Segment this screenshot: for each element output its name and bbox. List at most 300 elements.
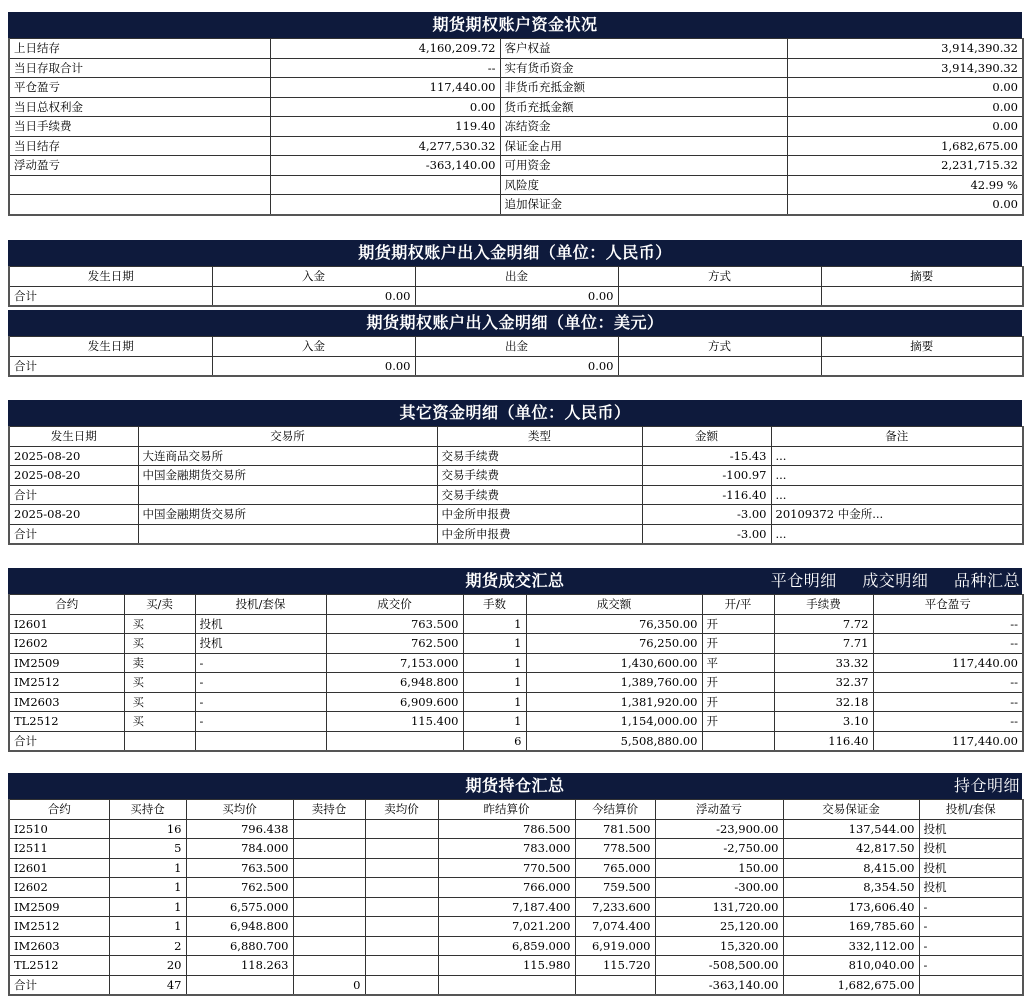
usd-flow-title: 期货期权账户出入金明细（单位：美元） <box>8 310 1022 336</box>
account-value: 0.00 <box>787 195 1023 215</box>
account-summary-title: 期货期权账户资金状况 <box>8 12 1022 38</box>
product-summary-link[interactable]: 品种汇总 <box>953 571 1020 590</box>
table-cell: IM2603 <box>9 936 109 956</box>
account-label: 客户权益 <box>500 39 787 59</box>
table-cell: 25,120.00 <box>655 917 783 937</box>
account-value: 4,160,209.72 <box>270 39 500 59</box>
table-cell: 6,909.600 <box>326 692 463 712</box>
empty-cell <box>821 286 1023 306</box>
table-cell: 76,350.00 <box>526 614 702 634</box>
table-cell: -3.00 <box>642 524 771 544</box>
table-cell <box>365 878 438 898</box>
col-header: 发生日期 <box>9 337 212 357</box>
table-cell: 778.500 <box>575 839 655 859</box>
table-cell <box>293 936 365 956</box>
account-value: 0.00 <box>787 117 1023 137</box>
usd-flow-table <box>8 336 1024 377</box>
positions-table <box>8 799 1024 996</box>
account-value: 0.00 <box>270 97 500 117</box>
table-cell: 6,575.000 <box>186 897 293 917</box>
table-cell: 交易手续费 <box>437 466 642 486</box>
account-label: 当日手续费 <box>9 117 270 137</box>
account-label: 平仓盈亏 <box>9 78 270 98</box>
table-cell: -100.97 <box>642 466 771 486</box>
total-cell: 6 <box>463 731 526 751</box>
table-cell: 766.000 <box>438 878 575 898</box>
table-cell: 1,430,600.00 <box>526 653 702 673</box>
table-cell: 1 <box>109 878 186 898</box>
table-cell: 平 <box>702 653 774 673</box>
account-label: 实有货币资金 <box>500 58 787 78</box>
col-header: 平仓盈亏 <box>873 595 1023 615</box>
table-cell: 7,153.000 <box>326 653 463 673</box>
table-cell: IM2512 <box>9 917 109 937</box>
col-header: 开/平 <box>702 595 774 615</box>
trades-section <box>8 568 1022 752</box>
table-cell: 7,233.600 <box>575 897 655 917</box>
account-value: 4,277,530.32 <box>270 136 500 156</box>
empty-cell <box>821 356 1023 376</box>
table-cell: 投机 <box>919 839 1023 859</box>
account-value: -363,140.00 <box>270 156 500 176</box>
table-cell: 7,074.400 <box>575 917 655 937</box>
table-cell: 投机 <box>195 634 326 654</box>
account-label: 冻结资金 <box>500 117 787 137</box>
usd-flow-section <box>8 310 1022 377</box>
table-cell: 796.438 <box>186 819 293 839</box>
cny-flow-table <box>8 266 1024 307</box>
table-cell <box>293 858 365 878</box>
col-header: 摘要 <box>821 337 1023 357</box>
table-cell: 332,112.00 <box>783 936 919 956</box>
total-label: 合计 <box>9 356 212 376</box>
col-header: 交易所 <box>138 427 437 447</box>
account-row <box>9 195 1023 215</box>
account-value: 1,682,675.00 <box>787 136 1023 156</box>
table-cell: 合计 <box>9 485 138 505</box>
col-header: 金额 <box>642 427 771 447</box>
col-header: 合约 <box>9 595 124 615</box>
table-row <box>9 917 1023 937</box>
table-cell: 投机 <box>195 614 326 634</box>
total-row <box>9 356 1023 376</box>
total-cell <box>438 975 575 995</box>
account-label: 风险度 <box>500 175 787 195</box>
table-cell: 开 <box>702 692 774 712</box>
table-cell: 1 <box>109 858 186 878</box>
table-cell: 32.37 <box>774 673 873 693</box>
total-cell <box>702 731 774 751</box>
table-row <box>9 956 1023 976</box>
col-header: 今结算价 <box>575 800 655 820</box>
account-value: 0.00 <box>787 97 1023 117</box>
col-header: 投机/套保 <box>195 595 326 615</box>
table-cell: IM2512 <box>9 673 124 693</box>
account-value: 2,231,715.32 <box>787 156 1023 176</box>
table-cell: 买 <box>124 712 195 732</box>
trades-title: 期货成交汇总 <box>465 571 565 590</box>
table-cell: 7.71 <box>774 634 873 654</box>
total-in: 0.00 <box>212 356 415 376</box>
total-cell: 5,508,880.00 <box>526 731 702 751</box>
account-label: 货币充抵金额 <box>500 97 787 117</box>
table-cell: 115.980 <box>438 956 575 976</box>
table-cell <box>293 956 365 976</box>
table-cell: 763.500 <box>186 858 293 878</box>
table-cell <box>365 897 438 917</box>
total-cell <box>326 731 463 751</box>
table-cell: 1 <box>109 897 186 917</box>
table-cell: I2510 <box>9 819 109 839</box>
table-cell: 1,381,920.00 <box>526 692 702 712</box>
table-cell: 33.32 <box>774 653 873 673</box>
total-in: 0.00 <box>212 286 415 306</box>
table-cell: 32.18 <box>774 692 873 712</box>
table-cell: 8,415.00 <box>783 858 919 878</box>
account-label: 可用资金 <box>500 156 787 176</box>
col-header: 出金 <box>415 267 618 287</box>
table-cell: 76,250.00 <box>526 634 702 654</box>
table-row <box>9 897 1023 917</box>
account-label: 保证金占用 <box>500 136 787 156</box>
table-cell: 131,720.00 <box>655 897 783 917</box>
table-cell: 6,948.800 <box>326 673 463 693</box>
col-header: 发生日期 <box>9 427 138 447</box>
close-detail-link[interactable]: 平仓明细 <box>770 571 837 590</box>
table-row <box>9 634 1023 654</box>
table-cell: ... <box>771 446 1023 466</box>
total-cell: 1,682,675.00 <box>783 975 919 995</box>
total-cell: -363,140.00 <box>655 975 783 995</box>
table-cell: 7,021.200 <box>438 917 575 937</box>
table-cell: 118.263 <box>186 956 293 976</box>
table-cell: 7,187.400 <box>438 897 575 917</box>
table-cell: 786.500 <box>438 819 575 839</box>
position-detail-link[interactable]: 持仓明细 <box>953 776 1020 795</box>
total-cell <box>195 731 326 751</box>
table-cell: 5 <box>109 839 186 859</box>
account-row <box>9 78 1023 98</box>
table-cell: I2602 <box>9 878 109 898</box>
col-header: 合约 <box>9 800 109 820</box>
table-cell: 42,817.50 <box>783 839 919 859</box>
table-cell: 2025-08-20 <box>9 505 138 525</box>
table-cell <box>365 936 438 956</box>
table-cell: 1 <box>463 653 526 673</box>
total-cell: 47 <box>109 975 186 995</box>
table-cell: 2025-08-20 <box>9 446 138 466</box>
account-label: 当日存取合计 <box>9 58 270 78</box>
table-row <box>9 614 1023 634</box>
table-cell <box>293 897 365 917</box>
table-row <box>9 936 1023 956</box>
account-label: 追加保证金 <box>500 195 787 215</box>
table-cell: 1 <box>463 692 526 712</box>
table-cell: 6,859.000 <box>438 936 575 956</box>
account-value <box>270 175 500 195</box>
table-cell: IM2509 <box>9 653 124 673</box>
table-cell <box>293 819 365 839</box>
total-cell: 116.40 <box>774 731 873 751</box>
total-row <box>9 731 1023 751</box>
table-cell: 169,785.60 <box>783 917 919 937</box>
table-cell <box>138 485 437 505</box>
table-cell: -23,900.00 <box>655 819 783 839</box>
table-cell: 810,040.00 <box>783 956 919 976</box>
total-label: 合计 <box>9 286 212 306</box>
col-header: 摘要 <box>821 267 1023 287</box>
table-cell: -2,750.00 <box>655 839 783 859</box>
account-label: 当日总权利金 <box>9 97 270 117</box>
table-cell: 买 <box>124 673 195 693</box>
table-cell: 6,948.800 <box>186 917 293 937</box>
table-cell: 投机 <box>919 819 1023 839</box>
total-cell: 117,440.00 <box>873 731 1023 751</box>
table-cell: 763.500 <box>326 614 463 634</box>
col-header: 昨结算价 <box>438 800 575 820</box>
col-header: 类型 <box>437 427 642 447</box>
table-row <box>9 878 1023 898</box>
account-label: 非货币充抵金额 <box>500 78 787 98</box>
table-cell: 中金所申报费 <box>437 524 642 544</box>
table-cell: 1 <box>463 712 526 732</box>
account-label: 上日结存 <box>9 39 270 59</box>
table-cell: 8,354.50 <box>783 878 919 898</box>
account-row <box>9 39 1023 59</box>
table-cell: 15,320.00 <box>655 936 783 956</box>
table-cell: 762.500 <box>186 878 293 898</box>
trade-detail-link[interactable]: 成交明细 <box>862 571 929 590</box>
table-cell <box>138 524 437 544</box>
table-cell: 开 <box>702 634 774 654</box>
account-value: -- <box>270 58 500 78</box>
table-cell: 1,154,000.00 <box>526 712 702 732</box>
table-cell: 投机 <box>919 858 1023 878</box>
col-header: 买/卖 <box>124 595 195 615</box>
table-cell: IM2509 <box>9 897 109 917</box>
total-cell <box>186 975 293 995</box>
col-header: 卖均价 <box>365 800 438 820</box>
table-cell: 150.00 <box>655 858 783 878</box>
table-cell: 7.72 <box>774 614 873 634</box>
col-header: 买均价 <box>186 800 293 820</box>
table-cell: 765.000 <box>575 858 655 878</box>
trades-table <box>8 594 1024 752</box>
table-row <box>9 446 1023 466</box>
other-funds-section <box>8 400 1022 545</box>
col-header: 方式 <box>618 337 821 357</box>
table-cell: TL2512 <box>9 956 109 976</box>
col-header: 方式 <box>618 267 821 287</box>
total-cell: 0 <box>293 975 365 995</box>
table-cell <box>293 917 365 937</box>
table-cell: 1,389,760.00 <box>526 673 702 693</box>
table-cell: 卖 <box>124 653 195 673</box>
table-row <box>9 673 1023 693</box>
table-cell <box>365 956 438 976</box>
table-cell: 买 <box>124 634 195 654</box>
total-row <box>9 286 1023 306</box>
table-cell: -508,500.00 <box>655 956 783 976</box>
table-cell: 6,919.000 <box>575 936 655 956</box>
positions-section <box>8 773 1022 996</box>
table-cell: 20109372 中金所... <box>771 505 1023 525</box>
total-row <box>9 975 1023 995</box>
col-header: 备注 <box>771 427 1023 447</box>
table-cell: - <box>195 712 326 732</box>
table-cell: ... <box>771 485 1023 505</box>
table-cell: I2602 <box>9 634 124 654</box>
table-cell: 开 <box>702 712 774 732</box>
account-label <box>9 195 270 215</box>
table-cell: 1 <box>463 614 526 634</box>
table-cell: 开 <box>702 614 774 634</box>
other-funds-table <box>8 426 1024 545</box>
table-cell <box>293 839 365 859</box>
table-cell: -3.00 <box>642 505 771 525</box>
col-header: 手续费 <box>774 595 873 615</box>
account-label <box>9 175 270 195</box>
col-header: 入金 <box>212 337 415 357</box>
col-header: 买持仓 <box>109 800 186 820</box>
table-row <box>9 712 1023 732</box>
table-cell: 173,606.40 <box>783 897 919 917</box>
table-cell: - <box>919 897 1023 917</box>
cny-flow-section <box>8 240 1022 307</box>
account-value: 0.00 <box>787 78 1023 98</box>
account-row <box>9 117 1023 137</box>
table-cell: 1 <box>463 634 526 654</box>
table-row <box>9 653 1023 673</box>
col-header: 卖持仓 <box>293 800 365 820</box>
table-cell <box>365 858 438 878</box>
table-cell: -- <box>873 692 1023 712</box>
table-cell: 115.400 <box>326 712 463 732</box>
table-cell: 770.500 <box>438 858 575 878</box>
total-out: 0.00 <box>415 286 618 306</box>
table-row <box>9 819 1023 839</box>
table-cell: 20 <box>109 956 186 976</box>
table-cell: 大连商品交易所 <box>138 446 437 466</box>
table-cell: -- <box>873 673 1023 693</box>
account-value: 117,440.00 <box>270 78 500 98</box>
table-cell: 2025-08-20 <box>9 466 138 486</box>
table-cell: ... <box>771 466 1023 486</box>
table-cell: 2 <box>109 936 186 956</box>
col-header: 交易保证金 <box>783 800 919 820</box>
table-cell: 开 <box>702 673 774 693</box>
account-label: 浮动盈亏 <box>9 156 270 176</box>
table-row <box>9 505 1023 525</box>
table-cell: 137,544.00 <box>783 819 919 839</box>
table-cell: 投机 <box>919 878 1023 898</box>
table-cell: - <box>919 936 1023 956</box>
table-cell: - <box>919 917 1023 937</box>
col-header: 投机/套保 <box>919 800 1023 820</box>
col-header: 成交额 <box>526 595 702 615</box>
table-cell <box>293 878 365 898</box>
table-cell: 3.10 <box>774 712 873 732</box>
table-cell: -- <box>873 634 1023 654</box>
empty-cell <box>618 356 821 376</box>
table-cell: I2601 <box>9 858 109 878</box>
table-cell: TL2512 <box>9 712 124 732</box>
table-cell: 买 <box>124 692 195 712</box>
positions-title: 期货持仓汇总 <box>465 776 565 795</box>
total-cell <box>575 975 655 995</box>
account-row <box>9 136 1023 156</box>
positions-header <box>8 773 1022 799</box>
col-header: 成交价 <box>326 595 463 615</box>
empty-cell <box>618 286 821 306</box>
total-cell <box>124 731 195 751</box>
table-cell: 中国金融期货交易所 <box>138 505 437 525</box>
table-cell: I2601 <box>9 614 124 634</box>
account-row <box>9 58 1023 78</box>
table-cell: 交易手续费 <box>437 485 642 505</box>
table-cell: - <box>195 692 326 712</box>
table-cell: -- <box>873 614 1023 634</box>
table-cell: -300.00 <box>655 878 783 898</box>
table-cell: 1 <box>109 917 186 937</box>
table-cell: 16 <box>109 819 186 839</box>
table-row <box>9 466 1023 486</box>
account-value: 3,914,390.32 <box>787 58 1023 78</box>
table-cell: 781.500 <box>575 819 655 839</box>
table-cell: -- <box>873 712 1023 732</box>
total-cell: 合计 <box>9 975 109 995</box>
account-label: 当日结存 <box>9 136 270 156</box>
table-cell: 交易手续费 <box>437 446 642 466</box>
total-cell <box>919 975 1023 995</box>
account-summary-section <box>8 12 1022 216</box>
table-cell: ... <box>771 524 1023 544</box>
table-cell: - <box>195 653 326 673</box>
table-cell: -15.43 <box>642 446 771 466</box>
table-cell <box>365 839 438 859</box>
table-cell: 中国金融期货交易所 <box>138 466 437 486</box>
col-header: 出金 <box>415 337 618 357</box>
account-row <box>9 175 1023 195</box>
table-row <box>9 692 1023 712</box>
account-summary-table <box>8 38 1024 216</box>
table-cell: 783.000 <box>438 839 575 859</box>
other-funds-title: 其它资金明细（单位：人民币） <box>8 400 1022 426</box>
account-value <box>270 195 500 215</box>
trades-header <box>8 568 1022 594</box>
table-cell: 115.720 <box>575 956 655 976</box>
total-cell <box>365 975 438 995</box>
table-cell <box>365 917 438 937</box>
table-cell: 1 <box>463 673 526 693</box>
table-cell: 784.000 <box>186 839 293 859</box>
total-cell: 合计 <box>9 731 124 751</box>
table-row <box>9 524 1023 544</box>
table-cell: 6,880.700 <box>186 936 293 956</box>
table-cell: 中金所申报费 <box>437 505 642 525</box>
table-cell: -116.40 <box>642 485 771 505</box>
table-cell: IM2603 <box>9 692 124 712</box>
table-row <box>9 839 1023 859</box>
account-value: 42.99 % <box>787 175 1023 195</box>
table-cell: 买 <box>124 614 195 634</box>
table-cell: 117,440.00 <box>873 653 1023 673</box>
table-cell: - <box>195 673 326 693</box>
table-cell: I2511 <box>9 839 109 859</box>
table-cell: - <box>919 956 1023 976</box>
col-header: 发生日期 <box>9 267 212 287</box>
table-cell <box>365 819 438 839</box>
